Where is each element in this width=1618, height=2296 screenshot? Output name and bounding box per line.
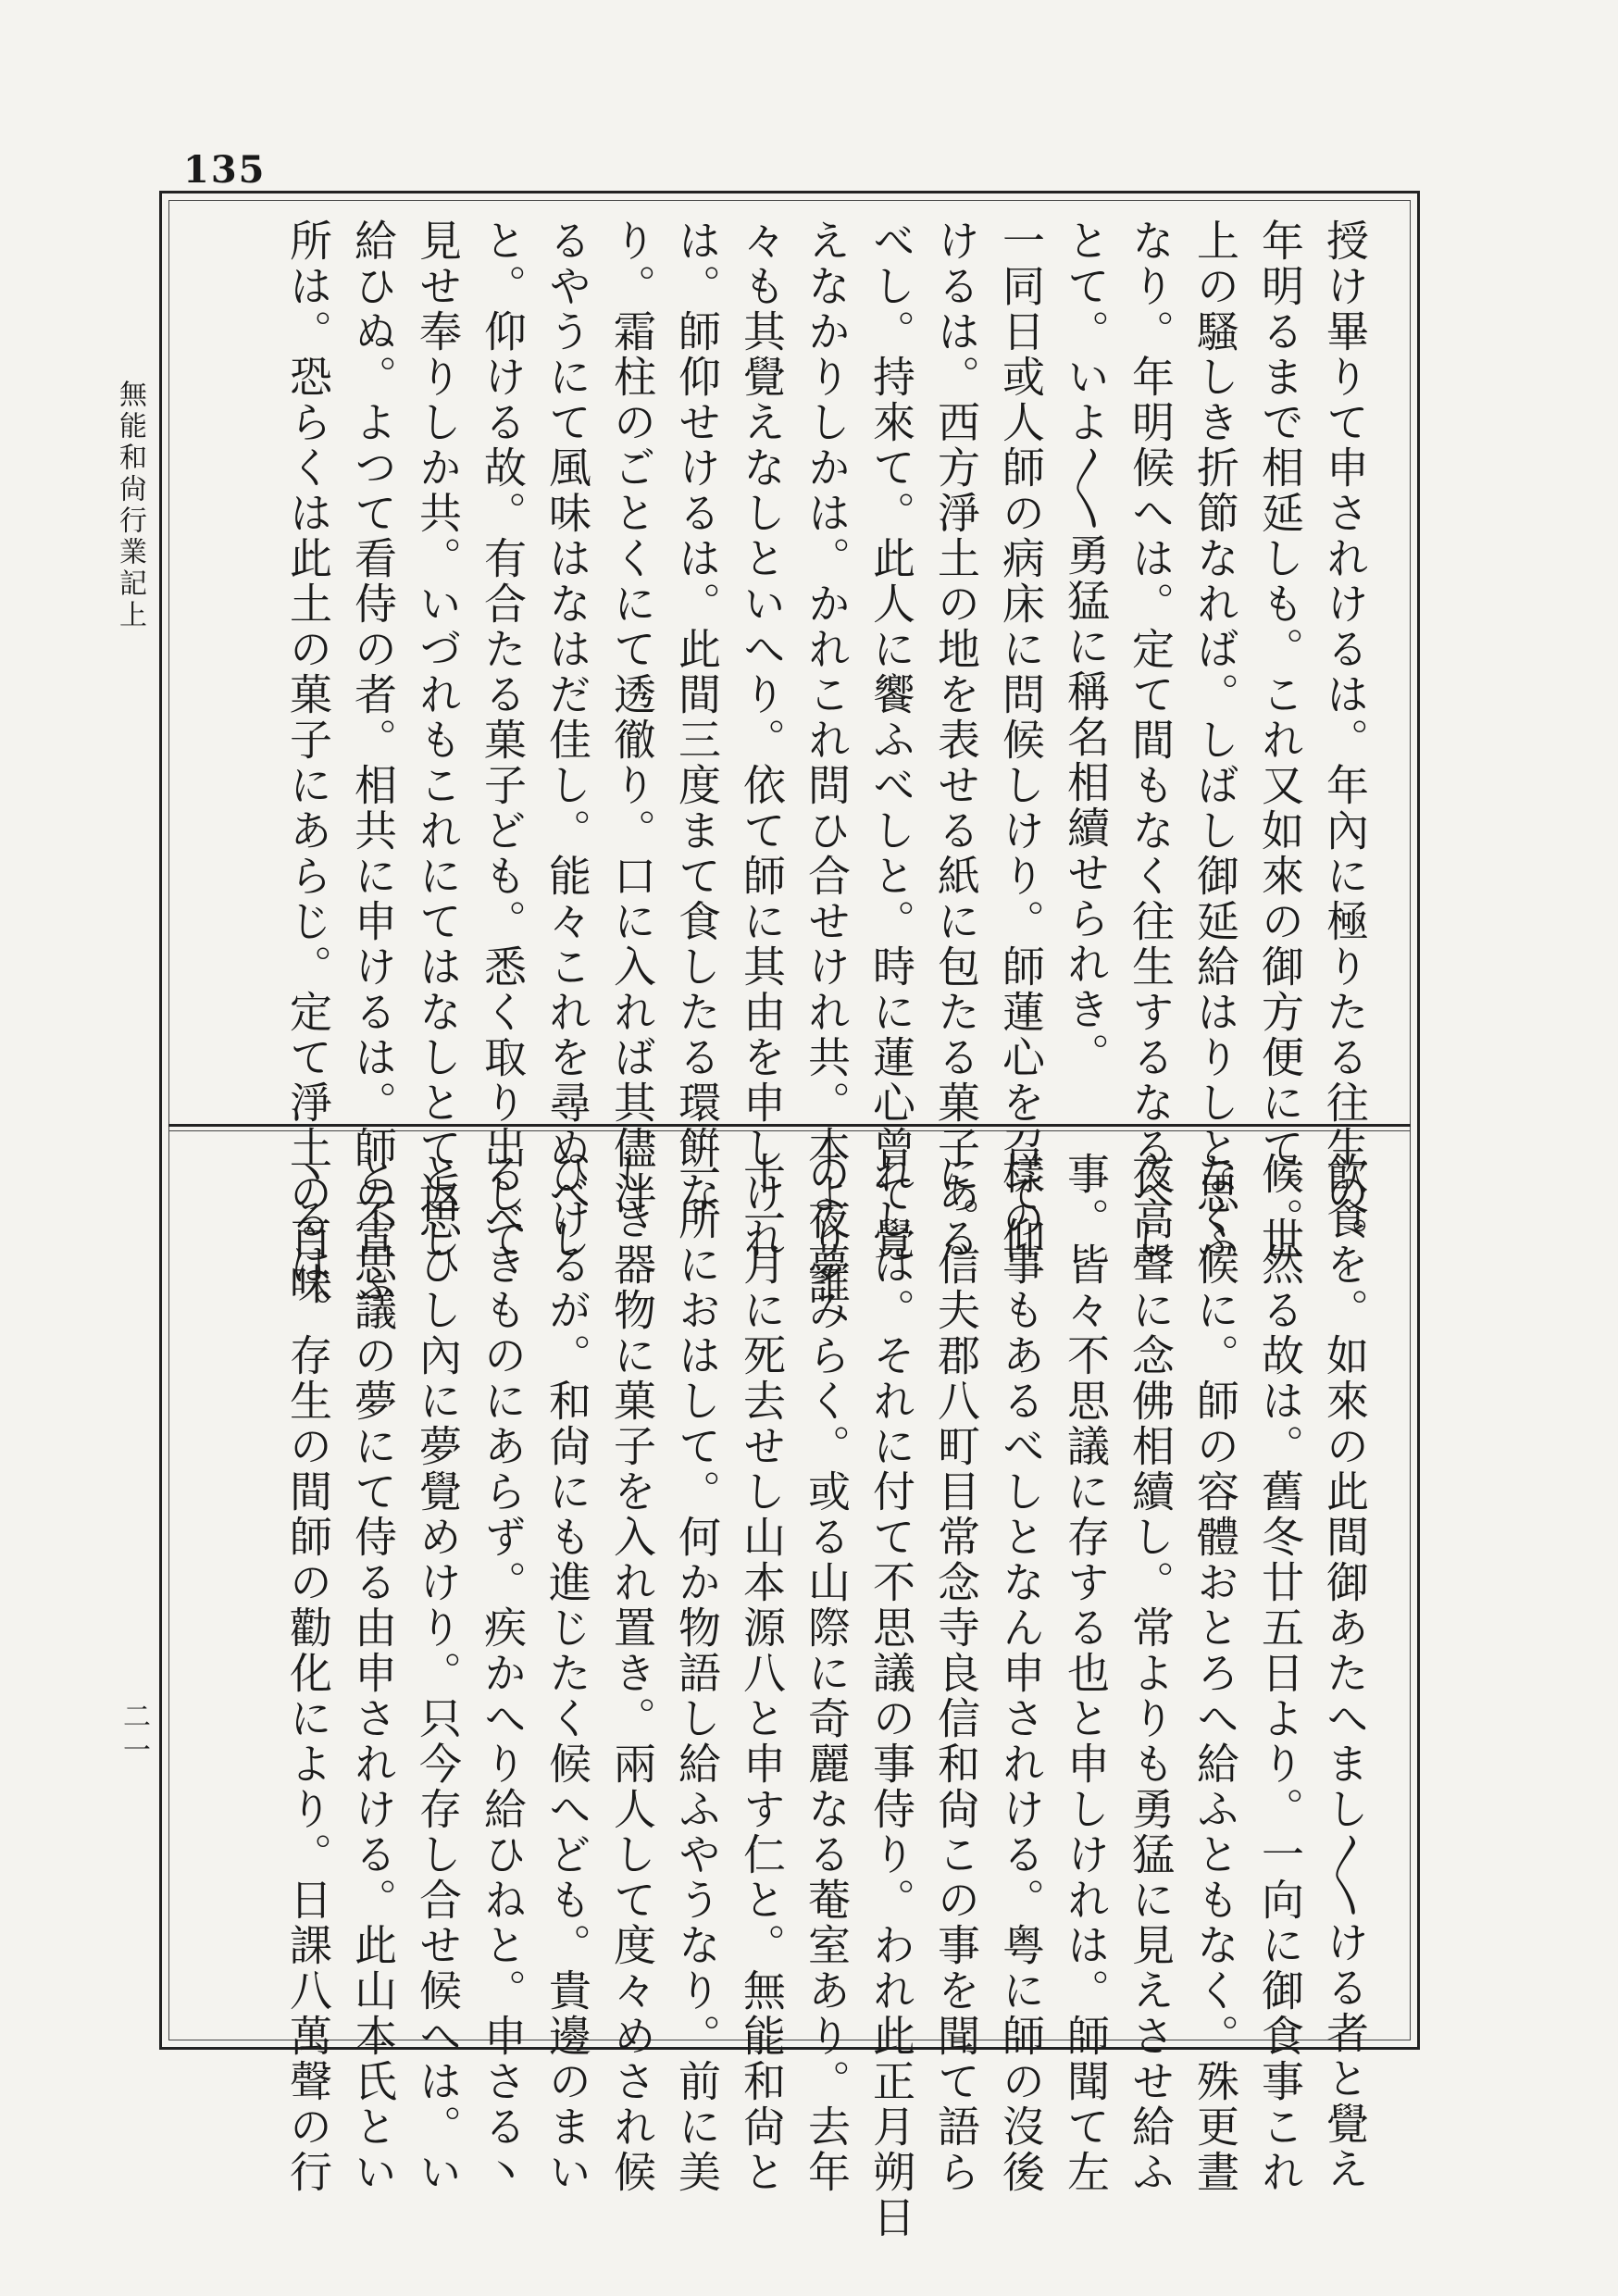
upper-text-block: [211, 218, 1377, 1307]
text-column: なく候に。師の容體おとろへ給ふともなく。殊更晝: [1190, 1152, 1240, 2195]
text-column: り。霜柱のごとくにて透徹り。口に入れば其儘泮: [607, 218, 657, 1217]
text-column: えなかりしかは。かれこれ問ひ合せけれ共。本より誰: [802, 218, 852, 1307]
text-column: 事。皆々不思議に存する也と申しけれは。師聞て左: [1061, 1152, 1111, 2195]
text-column: るやうにて風味はなはだ佳し。能々これを尋ぬべし: [542, 218, 592, 1262]
text-column: は。師仰せけるは。此間三度まて食したる環餠な: [672, 218, 722, 1217]
text-column: 十一月に死去せし山本源八と申す仁と。無能和尙と: [737, 1152, 787, 2195]
text-column: 見せ奉りしか共。いづれもこれにてはなしとて返し: [413, 218, 463, 1262]
text-column: 所は。恐らくは此土の菓子にあらじ。定て淨土の百味: [283, 218, 333, 1307]
text-column: けるは。西方淨土の地を表せる紙に包たる菓子ある: [931, 218, 981, 1262]
text-column: 夜高聲に念佛相續し。常よりも勇猛に見えさせ給ふ: [1126, 1152, 1176, 2195]
text-column: 丶るは。存生の間師の勸化により。日課八萬聲の行: [283, 1152, 333, 2195]
text-column: しき器物に菓子を入れ置き。兩人して度々めされ候: [607, 1152, 657, 2195]
page-number: 135: [183, 148, 267, 192]
text-column: るべきものにあらず。疾かへり給ひねと。申さる丶: [478, 1152, 528, 2195]
text-column: 々も其覺えなしといへり。依て師に其由を申しけれ: [737, 218, 787, 1262]
text-column: 授け畢りて申されけるは。年內に極りたる往生の。: [1320, 218, 1370, 1262]
folio-number: 二一: [118, 1702, 150, 1768]
text-column: と不思議の夢にて侍る由申されける。此山本氏とい: [348, 1152, 398, 2195]
text-column: 一所におはして。何か物語し給ふやうなり。前に美: [672, 1152, 722, 2195]
text-column: と。仰ける故。有合たる菓子ども。悉く取り出して: [478, 218, 528, 1262]
text-column: とて。いよ〳〵勇猛に稱名相續せられき。: [1061, 218, 1111, 1078]
text-column: 候。然る故は。舊冬廿五日より。一向に御食事これ: [1255, 1152, 1305, 2195]
text-column: れしは。それに付て不思議の事侍り。われ此正月朔日: [866, 1152, 916, 2240]
text-column: ひけるが。和尙にも進じたく候へども。貴邊のまい: [542, 1152, 592, 2195]
text-column: 給ひぬ。よつて看侍の者。相共に申けるは。師の宣ふ: [348, 218, 398, 1307]
text-column: べし。持來て。此人に饗ふべしと。時に蓮心曾て覺: [866, 218, 916, 1262]
text-column: 年明るまで相延しも。これ又如來の御方便にて。世: [1255, 218, 1305, 1262]
lower-text-block: [211, 1152, 1377, 2240]
text-column: に。信夫郡八町目常念寺良信和尙この事を聞て語ら: [931, 1152, 981, 2195]
text-column: 一同日或人師の病床に問候しけり。師蓮心を召て仰: [996, 218, 1046, 1262]
running-head: 無能和尙行業記上: [114, 380, 146, 631]
text-column: なり。年明候へは。定て間もなく往生するなるべし: [1126, 218, 1176, 1262]
text-column: 飮食を。如來の此間御あたへまし〳〵ける者と覺え: [1320, 1152, 1370, 2192]
text-column: 上の騷しき折節なれば。しばし御延給はりしと思ふ: [1190, 218, 1240, 1262]
text-column: 樣の事もあるべしとなん申されける。粤に師の沒後: [996, 1152, 1046, 2195]
text-column: の夜夢みらく。或る山際に奇麗なる菴室あり。去年: [802, 1152, 852, 2195]
text-column: と思ひし內に夢覺めけり。只今存し合せ候へは。い: [413, 1152, 463, 2195]
